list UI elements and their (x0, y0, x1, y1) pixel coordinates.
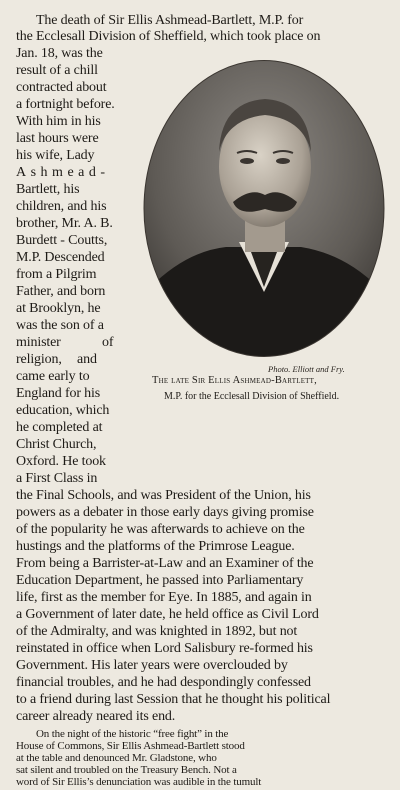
photo-credit: Photo. Elliott and Fry. (268, 364, 345, 374)
article-line: Burdett - Coutts, (16, 233, 108, 248)
article-line: came early to (16, 369, 90, 384)
article-line: The death of Sir Ellis Ashmead-Bartlett, M.P. for (36, 13, 304, 28)
article-line: Ashmead- (16, 165, 110, 180)
article-line: the Final Schools, and was President of the Union, his (16, 488, 311, 503)
article-line: his wife, Lady (16, 148, 95, 163)
article-line: Jan. 18, was the (16, 46, 103, 61)
article-line: hustings and the platforms of the Primrose League. (16, 539, 295, 554)
article-line: Education Department, he passed into Parliamentary (16, 573, 304, 588)
article-line: With him in his (16, 114, 101, 129)
article-line: to a friend during last Session that he thought his political (16, 692, 331, 707)
article-line: contracted about (16, 80, 107, 95)
article-line: of the Admiralty, and was knighted in 1892, but not (16, 624, 298, 639)
article-line: financial troubles, and he had despondingly confessed (16, 675, 311, 690)
article-line: Father, and born (16, 284, 106, 299)
article-line: word of Sir Ellis’s denunciation was audible in the tumult (16, 776, 262, 788)
article-line: House of Commons, Sir Ellis Ashmead-Bartlett stood (16, 740, 245, 752)
article-line: powers as a debater in those early days giving promise (16, 505, 314, 520)
article-line: education, which (16, 403, 110, 418)
article-line: at Brooklyn, he (16, 301, 101, 316)
article-line: Bartlett, his (16, 182, 80, 197)
article-line: reinstated in office when Lord Salisbury re-formed his (16, 641, 313, 656)
article-line: Oxford. He took (16, 454, 106, 469)
article-line: minister of (16, 335, 114, 350)
article-line: sat silent and troubled on the Treasury Bench. Not a (16, 764, 237, 776)
article-line: from a Pilgrim (16, 267, 97, 282)
article-line: England for his (16, 386, 101, 401)
article-line: M.P. Descended (16, 250, 105, 265)
article-line: From being a Barrister-at-Law and an Examiner of the (16, 556, 314, 571)
article-line: On the night of the historic “free fight” in the (36, 728, 229, 740)
article-line: a First Class in (16, 471, 98, 486)
article-line: was the son of a (16, 318, 104, 333)
article-line: Government. His later years were overclouded by (16, 658, 288, 673)
article-line: result of a chill (16, 63, 98, 78)
article-line: Christ Church, (16, 437, 97, 452)
article-line: the Ecclesall Division of Sheffield, which took place on (16, 29, 321, 44)
article-line: at the table and denounced Mr. Gladstone, who (16, 752, 217, 764)
caption-title (152, 375, 317, 386)
article-line: a Government of later date, he held office as Civil Lord (16, 607, 319, 622)
article-line: a fortnight before. (16, 97, 115, 112)
article-line: life, first as the member for Eye. In 1885, and again in (16, 590, 312, 605)
article-line: brother, Mr. A. B. (16, 216, 113, 231)
article-line: last hours were (16, 131, 99, 146)
article-line: children, and his (16, 199, 107, 214)
article-line: religion, and (16, 352, 97, 367)
caption-subtitle: M.P. for the Ecclesall Division of Sheffield. (164, 391, 340, 402)
article-line: career already neared its end. (16, 709, 176, 724)
article-line: of the popularity he was afterwards to achieve on the (16, 522, 305, 537)
article-line: he completed at (16, 420, 103, 435)
caption-title-text: The late Sir Ellis Ashmead-Bartlett, (152, 375, 317, 386)
portrait-photo (141, 57, 387, 360)
